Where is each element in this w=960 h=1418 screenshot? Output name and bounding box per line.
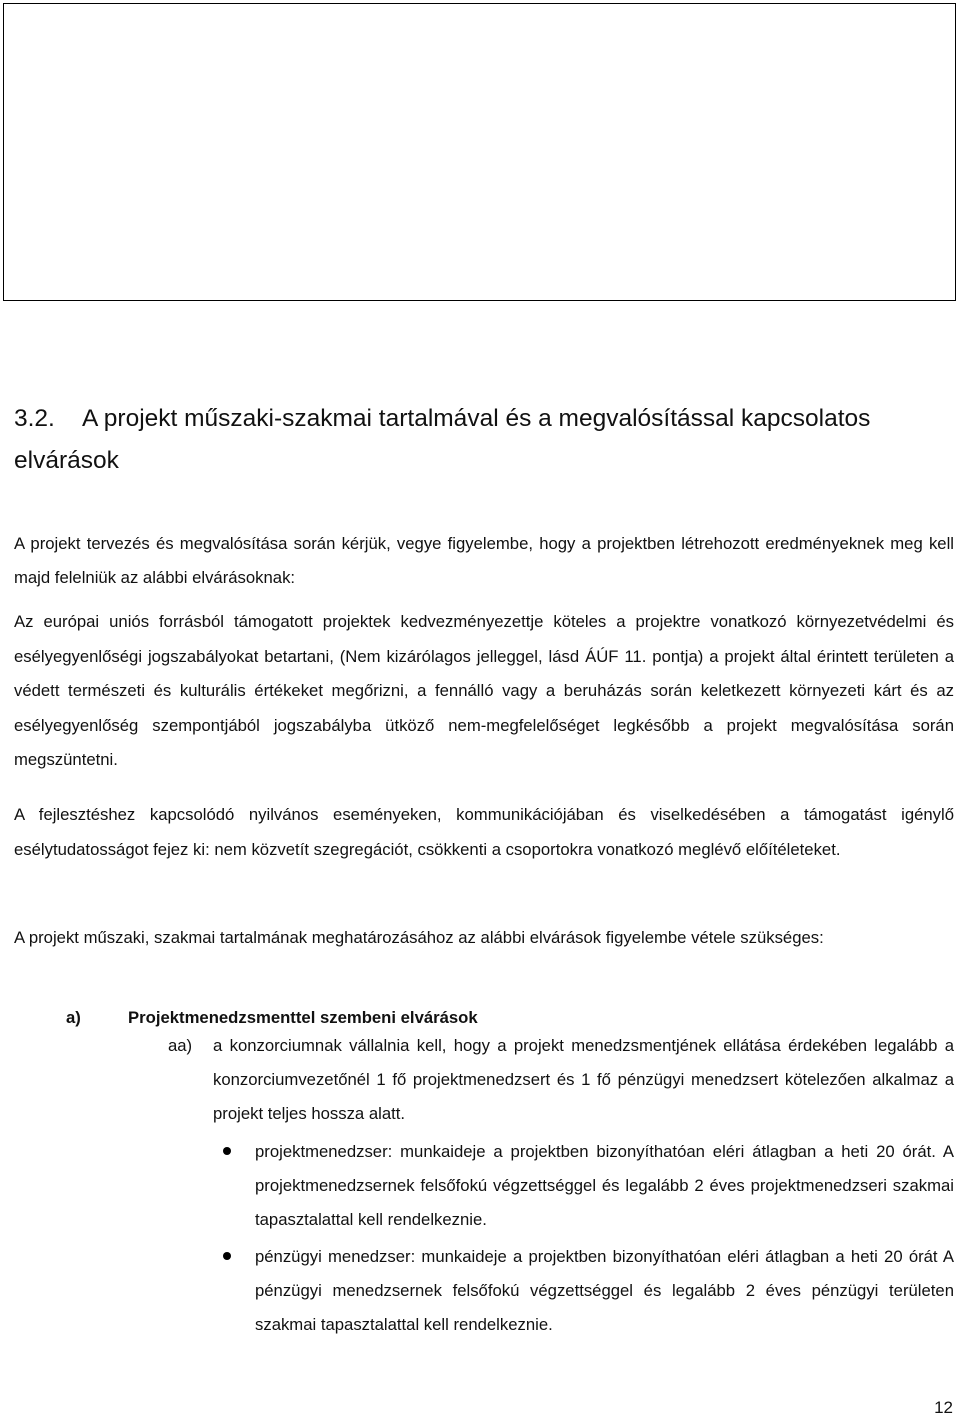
bullet-text: pénzügyi menedzser: munkaideje a projektben bizonyíthatóan eléri átlagban a heti 20 órát A pénzügyi menedzsernek felsőfokú végzettséggel és legalább 2 éves pénzügyi területen szakmai tapasztalattal kell rendelkeznie.: [255, 1247, 954, 1334]
subsection-a-title: Projektmenedzsmenttel szembeni elvárások: [128, 1008, 478, 1027]
requirements-intro-paragraph: A projekt műszaki, szakmai tartalmának meghatározásához az alábbi elvárások figyelembe vétele szükséges:: [14, 928, 824, 947]
empty-frame-box: [3, 3, 956, 301]
section-heading: [14, 398, 944, 482]
section-number: 3.2.: [14, 405, 55, 432]
item-aa: [168, 1029, 954, 1131]
item-aa-text: a konzorciumnak vállalnia kell, hogy a projekt menedzsmentjének ellátása érdekében legalább a konzorciumvezetőnél 1 fő projektmenedzsert és 1 fő pénzügyi menedzsert kötelezően alkalmaz a projekt teljes hossza alatt.: [213, 1036, 954, 1123]
equal-opportunity-paragraph: A fejlesztéshez kapcsolódó nyilvános eseményeken, kommunikációjában és viselkedésében a támogatást igénylő esélytudatosságot fejez ki: nem közvetít szegregációt, csökkenti a csoportokra vonatkozó meglévő előítéleteket.: [14, 805, 954, 859]
role-bullet-list: [213, 1135, 954, 1342]
environment-paragraph: Az európai uniós forrásból támogatott projektek kedvezményezettje köteles a projektre vonatkozó környezetvédelmi és esélyegyenlőségi jogszabályokat betartani, (Nem kizárólagos jelleggel, lásd ÁÚF 11. pontja) a projekt által érintett területen a védett természeti és kulturális értékeket megőrizni, a fennálló vagy a beruházás során keletkezett környezeti kárt és az esélyegyenlőség szempontjából jogszabályba ütköző nem-megfelelőséget legkésőbb a projekt megvalósítása során megszüntetni.: [14, 612, 954, 770]
bullet-text: projektmenedzser: munkaideje a projektben bizonyíthatóan eléri átlagban a heti 20 órát. A projektmenedzsernek felsőfokú végzettséggel és legalább 2 éves projektmenedzseri szakmai tapasztalattal kell rendelkeznie.: [255, 1142, 954, 1229]
bullet-item-project-manager: [213, 1135, 954, 1237]
subsection-a-heading: [66, 1004, 478, 1032]
section-title: A projekt műszaki-szakmai tartalmával és a megvalósítással kapcsolatos elvárások: [14, 405, 871, 474]
bullet-icon: [223, 1147, 231, 1155]
subsection-a-letter: a): [66, 1008, 81, 1027]
page-number: 12: [934, 1398, 953, 1417]
bullet-item-financial-manager: [213, 1240, 954, 1342]
bullet-icon: [223, 1252, 231, 1260]
item-aa-label: aa): [168, 1036, 193, 1055]
intro-paragraph: A projekt tervezés és megvalósítása során kérjük, vegye figyelembe, hogy a projektben létrehozott eredményeknek meg kell majd felelniük az alábbi elvárásoknak:: [14, 534, 954, 587]
